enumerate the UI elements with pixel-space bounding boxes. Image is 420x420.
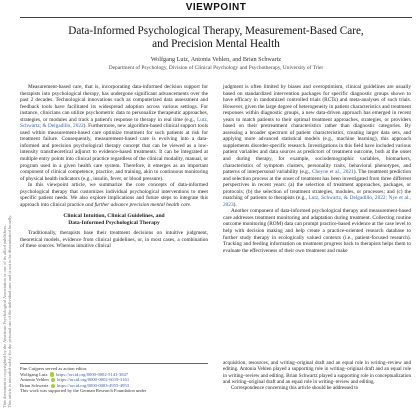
- paragraph-4-text-b: ). The treatment prediction and selection process at the onset of treatment has been investigated from three different perspectives in recent years: (a) the selection of treatment approaches, packages, or protocols; (b) the selection of treatment strategies, modules, or processes; and (c) the matching of patients to therapists (e.g.,: [223, 169, 411, 202]
- header-rule: [20, 17, 412, 18]
- article-page: [20, 0, 412, 420]
- title-line-1: Data-Informed Psychological Therapy, Measurement-Based Care,: [68, 25, 364, 37]
- affiliation: Department of Psychology, Division of Clinical Psychology and Psychotherapy, University of Trier: [108, 65, 324, 71]
- paragraph-4: [223, 84, 411, 208]
- paragraph-5: Another component of data-informed psychological therapy and measurement-based care addresses treatment monitoring and adaptation during treatment. Collecting routine outcome monitoring (ROM) data can prompt practice-based evidence at the case level to help with decision making and help create a practice-oriented research database to further study therapy in ecologically valued contexts (i.e., patient-focused research). Tracking and feeding information on treatment progress back to therapists helps them to evaluate the effectiveness of their own treatment and make: [223, 208, 411, 254]
- paragraph-2-text-b: .: [189, 201, 192, 208]
- citation-link[interactable]: Lutz, Schwartz, & Delgadillo, 2022: [20, 116, 208, 130]
- paragraph-4-text-a: judgment is often limited by biases and overoptimism, clinical guidelines are usually based on standardized intervention packages for specific diagnostic groups shown to have efficacy in randomized controlled trials (RCTs) and meta-analyses of such trials. However, given the large degree of heterogeneity in patient characteristics and treatment responses within diagnostic groups, a new data-driven approach has emerged in recent years to match patients to their optimal treatment approaches, strategies, or providers based on their pretreatment characteristics rather than diagnostic categories. By assessing a broader spectrum of patient characteristics, creating larger data sets, and applying more advanced statistical models (e.g., machine learning), this approach supplements disorder-specific research. Investigations in this field have included various patient variables and data sources as predictors of treatment outcome, both at the onset and during therapy, for example, sociodemographic variables, biomarkers, characteristics of symptom clusters, personality traits, behavioral phenotypes, and patterns of interpersonal variability (e.g.,: [223, 84, 411, 176]
- copyright-line-2: This article is intended solely for the personal use of the individual user and is not to be disseminated broadly.: [7, 214, 13, 408]
- section-label: VIEWPOINT: [185, 2, 247, 13]
- orcid-link[interactable]: https://orcid.org/0000-0002-6019-3161: [57, 377, 130, 383]
- author-contributions: [223, 360, 411, 391]
- section-heading-line-2: Data-Informed Psychological Therapy: [68, 220, 160, 227]
- paragraph-2-text-a: In this viewpoint article, we summarize the core concepts of data-informed psychological therapy that customizes individual psychological interventions to meet specific patient needs. We also explore implications and future steps to integrate this approach into clinical practice: [20, 182, 208, 208]
- paragraph-2: [20, 182, 208, 208]
- author-footnote: [20, 363, 208, 394]
- section-heading-line-1: Clinical Intuition, Clinical Guidelines, and: [63, 213, 165, 220]
- copyright-sidebar: [0, 0, 16, 420]
- paragraph-1-text-a: Measurement-based care, that is, incorporating data-informed decision support for therapists into psychological therapy, has undergone significant advancements over the past 2 decades. Technological innovations such as computerized data assessment and feedback tools have facilitated its widespread adoption across various settings. For instance, clinicians can utilize psychometric data to personalize therapeutic approaches, strategies, or modules and track a patient's response to therapy in real time (e.g.,: [20, 84, 208, 123]
- orcid-icon: [50, 372, 54, 376]
- article-title: [50, 25, 382, 51]
- section-heading: [20, 213, 208, 227]
- author-name: Wolfgang Lutz: [20, 371, 48, 377]
- title-line-2: and Precision Mental Health: [152, 38, 280, 50]
- paragraph-4-text-c: ).: [233, 201, 237, 208]
- left-column: [20, 84, 208, 250]
- contributions-text: acquisition, resources, and writing–original draft and an equal role in writing–review and editing. Antonia Vehlen played a supporting role in writing–original draft and an equal role in writing–review and editing. Brian Schwartz played a supporting role in conceptualization and writing–original draft and an equal role in writing–review and editing.: [223, 360, 411, 385]
- citation-link[interactable]: Lutz, Schwartz, & Delgadillo, 2022; Nye et al., 2023: [223, 195, 412, 208]
- orcid-link[interactable]: https://orcid.org/0000-0003-4955-4953: [56, 382, 129, 388]
- author-name: Brian Schwartz: [20, 382, 49, 388]
- right-column: [223, 84, 411, 254]
- funding-note: This work was supported by the German Research Foundation under: [20, 388, 147, 394]
- orcid-icon: [51, 378, 55, 382]
- citation-link[interactable]: Cheyne et al., 2021: [312, 169, 354, 176]
- copyright-notice: [2, 8, 13, 408]
- action-editor-note: Pim Cuijpers served as action editor.: [20, 366, 88, 371]
- author-list: Wolfgang Lutz, Antonia Vehlen, and Brian Schwartz: [150, 56, 282, 63]
- copyright-line-1: This document is copyrighted by the American Psychological Association or one of its allied publishers.: [2, 224, 7, 408]
- correspondence-note: Correspondence concerning this article should be addressed to: [231, 385, 359, 392]
- paragraph-1-text-b: ). Furthermore, new algorithm-based clinical support tools used within measurement-based care optimize treatment for such patients at risk for treatment failure. Consequently, measurement-based care is evolving into a data-informed and precision psychological therapy concept that can be viewed as a low-intensity transtheoretical adjunct to evidence-based treatments. It can be integrated at multiple entry points into clinical practice regardless of the clinical modality, manual, or program used in a given health care system. Therefore, it emerges as an important component of clinical competence, practice, and training, akin to continuous monitoring of physical health indicators (e.g., insulin, fever, or blood pressure).: [20, 123, 209, 182]
- paragraph-1: [20, 84, 208, 182]
- paragraph-3: Traditionally, therapists base their treatment decisions on intuitive judgment, theoretical models, evidence from clinical guidelines, or, in most cases, a combination of these sources. Whereas intuitive clinical: [20, 230, 208, 250]
- orcid-link[interactable]: https://orcid.org/0000-0002-5141-3847: [56, 371, 129, 377]
- paragraph-2-emphasis: and further advance precision mental health care: [85, 201, 190, 208]
- author-name: Antonia Vehlen: [20, 377, 49, 383]
- orcid-icon: [51, 384, 55, 388]
